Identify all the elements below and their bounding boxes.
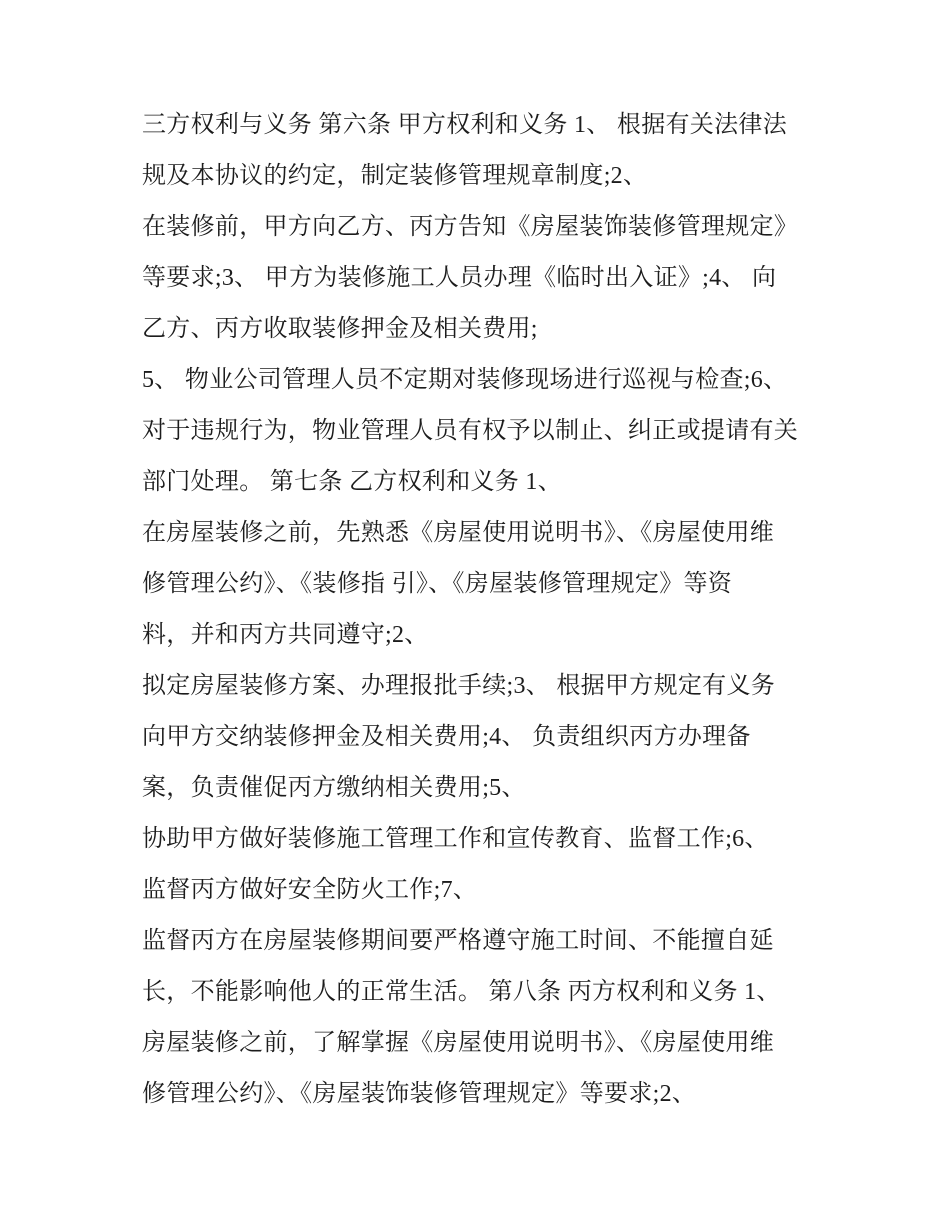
text-line: 拟定房屋装修方案、办理报批手续;3、 根据甲方规定有义务 [142, 673, 776, 699]
text-line: 向甲方交纳装修押金及相关费用;4、 负责组织丙方办理备 [142, 724, 751, 750]
text-line: 修管理公约》、《装修指 引》、《房屋装修管理规定》等资 [142, 571, 733, 597]
text-line: 案，负责催促丙方缴纳相关费用;5、 [142, 775, 526, 801]
text-line: 三方权利与义务 第六条 甲方权利和义务 1、 根据有关法律法 [142, 112, 787, 138]
text-line: 乙方、丙方收取装修押金及相关费用; [142, 316, 538, 342]
text-line: 规及本协议的约定，制定装修管理规章制度;2、 [142, 163, 648, 189]
text-line: 部门处理。 第七条 乙方权利和义务 1、 [142, 469, 562, 495]
text-line: 监督丙方在房屋装修期间要严格遵守施工时间、不能擅自延 [142, 928, 774, 954]
text-line: 监督丙方做好安全防火工作;7、 [142, 877, 478, 903]
text-line: 在房屋装修之前，先熟悉《房屋使用说明书》、《房屋使用维 [142, 520, 775, 546]
text-line: 房屋装修之前，了解掌握《房屋使用说明书》、《房屋使用维 [142, 1030, 775, 1056]
text-line: 等要求;3、 甲方为装修施工人员办理《临时出入证》;4、 向 [142, 265, 777, 291]
text-line: 在装修前，甲方向乙方、丙方告知《房屋装饰装修管理规定》 [142, 214, 799, 240]
text-line: 修管理公约》、《房屋装饰装修管理规定》等要求;2、 [142, 1081, 697, 1107]
contract-text-block [142, 100, 842, 1120]
text-line: 长，不能影响他人的正常生活。 第八条 丙方权利和义务 1、 [142, 979, 781, 1005]
text-line: 料，并和丙方共同遵守;2、 [142, 622, 429, 648]
text-line: 协助甲方做好装修施工管理工作和宣传教育、监督工作;6、 [142, 826, 769, 852]
text-line: 对于违规行为，物业管理人员有权予以制止、纠正或提请有关 [142, 418, 799, 444]
text-line: 5、 物业公司管理人员不定期对装修现场进行巡视与检查;6、 [142, 367, 788, 393]
